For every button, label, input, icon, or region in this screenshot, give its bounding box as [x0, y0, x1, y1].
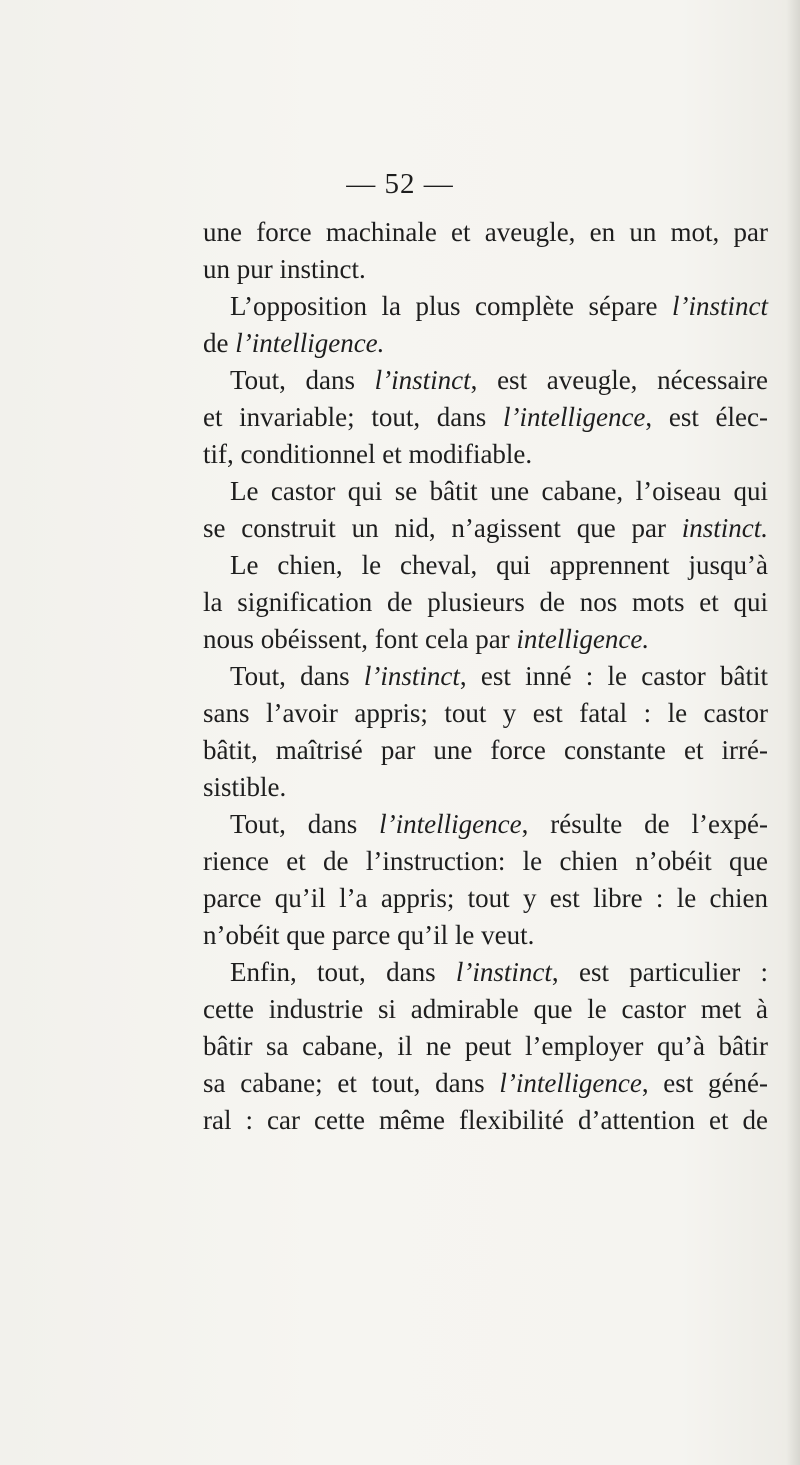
text-run: et invariable; tout, dans: [203, 402, 503, 432]
text-run: un pur instinct.: [203, 254, 366, 284]
text-run: Enfin, tout, dans: [230, 957, 456, 987]
text-line: [203, 843, 768, 880]
italic-term: l’instinct: [374, 365, 471, 395]
italic-term: intelligence.: [516, 624, 650, 654]
text-run: , est aveugle, nécessaire: [470, 365, 769, 395]
text-line: [203, 658, 768, 695]
italic-term: instinct.: [681, 513, 768, 543]
text-line: [203, 473, 768, 510]
text-run: Tout, dans: [230, 365, 375, 395]
text-run: n’obéit que parce qu’il le veut.: [203, 920, 535, 950]
text-run: , résulte de l’expé-: [521, 809, 768, 839]
text-run: la signification de plusieurs de nos mots et qui: [203, 587, 768, 617]
text-run: se construit un nid, n’agissent que par: [203, 513, 682, 543]
text-line: [203, 1065, 768, 1102]
text-line: [203, 214, 768, 251]
text-line: [203, 325, 768, 362]
text-line: [203, 547, 768, 584]
text-run: Tout, dans: [230, 809, 380, 839]
text-line: [203, 991, 768, 1028]
text-line: [203, 880, 768, 917]
text-run: nous obéissent, font cela par: [203, 624, 517, 654]
italic-term: l’intelligence: [379, 809, 522, 839]
text-run: tif, conditionnel et modifiable.: [203, 439, 533, 469]
text-run: Le castor qui se bâtit une cabane, l’oiseau qui: [230, 476, 768, 506]
italic-term: l’instinct: [363, 661, 460, 691]
page-number: — 52 —: [346, 168, 454, 200]
italic-term: l’intelligence.: [235, 328, 385, 358]
text-line: [203, 1102, 768, 1139]
text-run: , est particulier :: [551, 957, 769, 987]
text-run: bâtit, maîtrisé par une force constante et irré-: [203, 735, 768, 765]
text-line: [203, 584, 768, 621]
text-line: [203, 695, 768, 732]
text-run: parce qu’il l’a appris; tout y est libre : le chien: [203, 883, 768, 913]
text-run: sans l’avoir appris; tout y est fatal : le castor: [203, 698, 768, 728]
text-line: [203, 510, 768, 547]
body-text: [203, 214, 768, 1139]
text-line: [203, 769, 768, 806]
italic-term: l’instinct: [672, 291, 768, 321]
text-run: de: [203, 328, 236, 358]
text-line: [203, 399, 768, 436]
text-run: ral : car cette même flexibilité d’attention et de: [203, 1105, 768, 1135]
text-run: cette industrie si admirable que le castor met à: [203, 994, 768, 1024]
text-run: bâtir sa cabane, il ne peut l’employer qu’à bâtir: [203, 1031, 768, 1061]
text-run: sa cabane; et tout, dans: [203, 1068, 500, 1098]
italic-term: l’instinct: [455, 957, 552, 987]
text-run: L’opposition la plus complète sépare: [230, 291, 672, 321]
text-line: [203, 362, 768, 399]
text-run: une force machinale et aveugle, en un mot, par: [203, 217, 768, 247]
text-line: [203, 288, 768, 325]
italic-term: l’intelligence: [499, 1068, 642, 1098]
page-edge-shadow: [786, 0, 800, 1465]
text-line: [203, 732, 768, 769]
italic-term: l’intelligence: [502, 402, 646, 432]
text-run: sistible.: [203, 772, 287, 802]
text-line: [203, 1028, 768, 1065]
text-run: rience et de l’instruction: le chien n’obéit que: [203, 846, 768, 876]
text-line: [203, 954, 768, 991]
text-run: Le chien, le cheval, qui apprennent jusqu’à: [230, 550, 768, 580]
text-line: [203, 806, 768, 843]
text-line: [203, 436, 768, 473]
text-line: [203, 917, 768, 954]
text-run: Tout, dans: [230, 661, 364, 691]
text-run: , est géné-: [641, 1068, 768, 1098]
text-run: , est inné : le castor bâtit: [459, 661, 768, 691]
text-run: , est élec-: [645, 402, 769, 432]
text-line: [203, 251, 768, 288]
text-line: [203, 621, 768, 658]
